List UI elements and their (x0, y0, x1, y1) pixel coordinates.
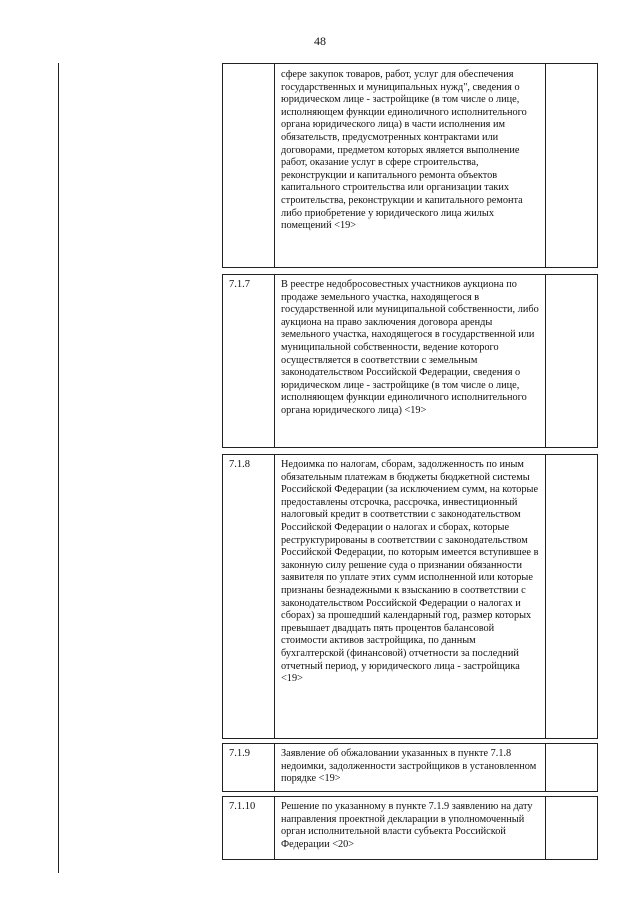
row-text: Недоимка по налогам, сборам, задолженность по иным обязательным платежам в бюджеты бюджетной системы Российской Федерации (за исключением сумм, на которые предоставлены отсрочка, рассрочка, инвестиционный налоговый кредит в соответствии с законодательством Российской Федерации о налогах и сборах, которые реструктурированы в соответствии с законодательством Российской Федерации, по которым имеется вступившее в законную силу решение суда о признании обязанности заявителя по уплате этих сумм исполненной или которые признаны безнадежными к взысканию в соответствии с законодательством Российской Федерации о налогах и сборах) за прошедший календарный год, размер которых превышает двадцать пять процентов балансовой стоимости активов застройщика, по данным бухгалтерской (финансовой) отчетности за последний отчетный период, у юридического лица - застройщика <19> (275, 455, 546, 738)
outer-column-border (58, 63, 59, 873)
page-number: 48 (314, 34, 326, 48)
table-row (222, 64, 598, 268)
row-number: 7.1.10 (222, 797, 275, 859)
table-row (222, 454, 598, 739)
row-number (222, 64, 275, 267)
table-row (222, 796, 598, 860)
row-number: 7.1.8 (222, 455, 275, 738)
row-number: 7.1.7 (222, 275, 275, 447)
row-value-cell (546, 797, 598, 859)
row-text: Заявление об обжаловании указанных в пункте 7.1.8 недоимки, задолженности застройщиков в установленном порядке <19> (275, 744, 546, 791)
row-text: Решение по указанному в пункте 7.1.9 заявлению на дату направления проектной декларации в уполномоченный орган исполнительной власти субъекта Российской Федерации <20> (275, 797, 546, 859)
row-value-cell (546, 744, 598, 791)
row-text: В реестре недобросовестных участников аукциона по продаже земельного участка, находящегося в государственной или муниципальной собственности, либо аукциона на право заключения договора аренды земельного участка, находящегося в государственной или муниципальной собственности, ведение которого осуществляется в соответствии с земельным законодательством Российской Федерации, сведения о юридическом лице - застройщике (в том числе о лице, исполняющем функции единоличного исполнительного органа юридического лица) <19> (275, 275, 546, 447)
row-number: 7.1.9 (222, 744, 275, 791)
row-value-cell (546, 275, 598, 447)
row-text: сфере закупок товаров, работ, услуг для обеспечения государственных и муниципальных нужд", сведения о юридическом лице - застройщике (в том числе о лице, исполняющем функции единоличного исполнительного органа юридического лица) в части исполнения им обязательств, предусмотренных контрактами или договорами, предметом которых является выполнение работ, оказание услуг в сфере строительства, реконструкции и капитального ремонта объектов капитального строительства или организации таких строительства, реконструкции и капитального ремонта либо приобретение у юридического лица жилых помещений <19> (275, 64, 546, 267)
row-value-cell (546, 455, 598, 738)
declaration-table (222, 63, 598, 860)
table-row (222, 274, 598, 448)
row-value-cell (546, 64, 598, 267)
table-row (222, 743, 598, 792)
